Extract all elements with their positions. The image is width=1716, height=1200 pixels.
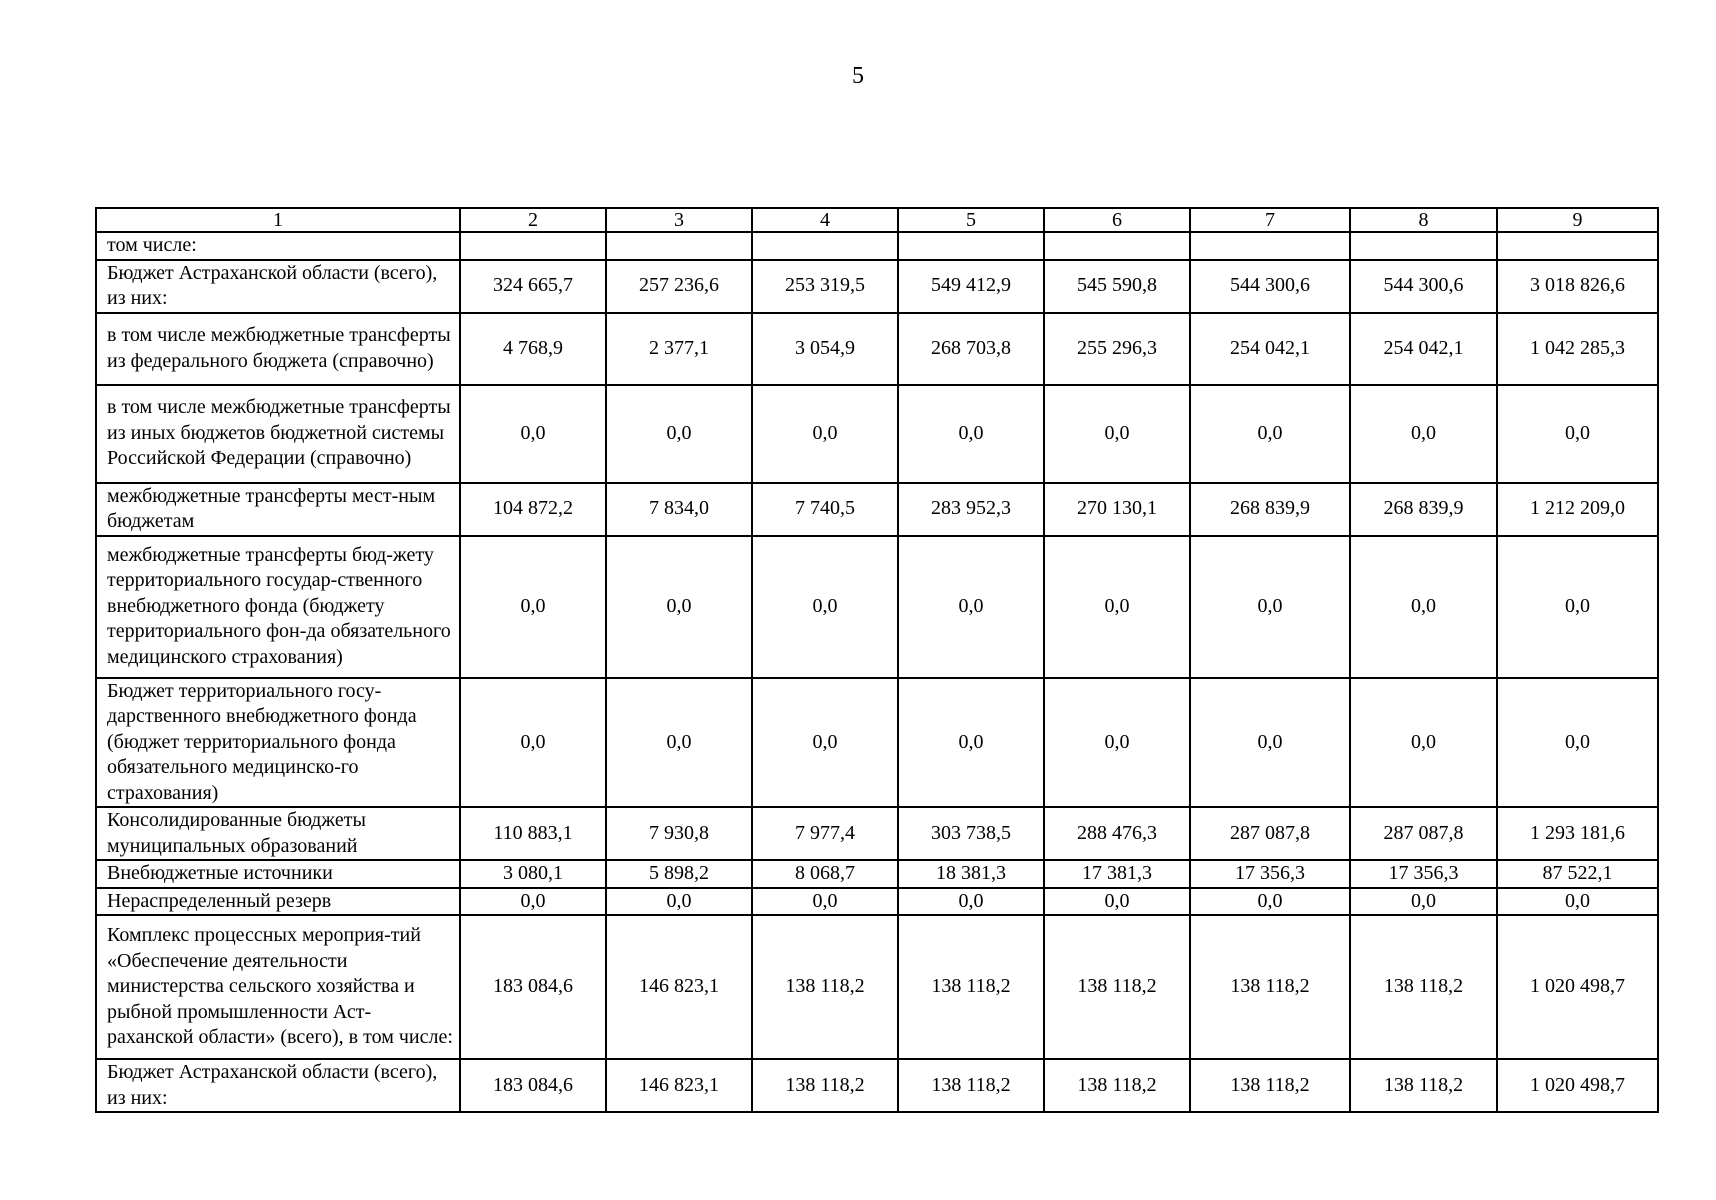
column-number-3: 3	[606, 208, 752, 232]
value-cell: 138 118,2	[752, 1059, 898, 1112]
column-number-9: 9	[1497, 208, 1658, 232]
row-label: в том числе межбюджетные трансферты из иных бюджетов бюджетной системы Российской Федерации (справочно)	[96, 385, 460, 483]
value-cell: 138 118,2	[1350, 1059, 1497, 1112]
row-label: Бюджет Астраханской области (всего), из них:	[96, 1059, 460, 1112]
value-cell: 0,0	[1350, 678, 1497, 808]
value-cell: 0,0	[898, 678, 1044, 808]
value-cell: 0,0	[606, 678, 752, 808]
value-cell: 0,0	[1190, 536, 1350, 678]
column-number-1: 1	[96, 208, 460, 232]
table-row	[96, 1059, 1658, 1112]
value-cell: 0,0	[1190, 888, 1350, 916]
column-number-4: 4	[752, 208, 898, 232]
value-cell: 3 054,9	[752, 313, 898, 385]
value-cell: 268 839,9	[1350, 483, 1497, 536]
table-header-row	[96, 208, 1658, 232]
table-row	[96, 385, 1658, 483]
table-row	[96, 313, 1658, 385]
value-cell: 0,0	[460, 385, 606, 483]
value-cell: 0,0	[1350, 888, 1497, 916]
value-cell: 0,0	[1350, 536, 1497, 678]
value-cell: 87 522,1	[1497, 860, 1658, 888]
table-row	[96, 260, 1658, 313]
value-cell	[606, 232, 752, 260]
value-cell: 1 042 285,3	[1497, 313, 1658, 385]
value-cell	[752, 232, 898, 260]
row-label: в том числе межбюджетные трансферты из федерального бюджета (справочно)	[96, 313, 460, 385]
value-cell: 0,0	[898, 888, 1044, 916]
value-cell: 138 118,2	[752, 915, 898, 1059]
value-cell: 0,0	[460, 536, 606, 678]
value-cell	[1190, 232, 1350, 260]
value-cell: 17 356,3	[1350, 860, 1497, 888]
row-label: Консолидированные бюджеты муниципальных образований	[96, 807, 460, 860]
row-label: Комплекс процессных мероприя-тий «Обеспечение деятельности министерства сельского хозяйства и рыбной промышленности Аст-раханской области» (всего), в том числе:	[96, 915, 460, 1059]
value-cell: 4 768,9	[460, 313, 606, 385]
value-cell: 1 212 209,0	[1497, 483, 1658, 536]
value-cell: 138 118,2	[1044, 915, 1190, 1059]
row-label: Внебюджетные источники	[96, 860, 460, 888]
value-cell: 8 068,7	[752, 860, 898, 888]
value-cell: 268 703,8	[898, 313, 1044, 385]
value-cell: 0,0	[752, 678, 898, 808]
value-cell: 254 042,1	[1190, 313, 1350, 385]
value-cell: 138 118,2	[898, 915, 1044, 1059]
value-cell: 545 590,8	[1044, 260, 1190, 313]
value-cell: 3 018 826,6	[1497, 260, 1658, 313]
table-row	[96, 860, 1658, 888]
value-cell: 0,0	[1350, 385, 1497, 483]
value-cell: 183 084,6	[460, 915, 606, 1059]
value-cell: 1 293 181,6	[1497, 807, 1658, 860]
budget-table	[95, 207, 1659, 1113]
value-cell: 270 130,1	[1044, 483, 1190, 536]
column-number-8: 8	[1350, 208, 1497, 232]
value-cell: 0,0	[1044, 536, 1190, 678]
row-label: Бюджет территориального госу-дарственного внебюджетного фонда (бюджет территориального фонда обязательного медицинско-го страхования)	[96, 678, 460, 808]
value-cell: 3 080,1	[460, 860, 606, 888]
value-cell: 257 236,6	[606, 260, 752, 313]
value-cell: 2 377,1	[606, 313, 752, 385]
value-cell: 183 084,6	[460, 1059, 606, 1112]
table-row	[96, 807, 1658, 860]
value-cell: 0,0	[460, 888, 606, 916]
value-cell: 0,0	[1044, 385, 1190, 483]
value-cell: 138 118,2	[1190, 1059, 1350, 1112]
value-cell: 287 087,8	[1190, 807, 1350, 860]
value-cell: 268 839,9	[1190, 483, 1350, 536]
value-cell: 303 738,5	[898, 807, 1044, 860]
value-cell: 0,0	[606, 385, 752, 483]
value-cell: 324 665,7	[460, 260, 606, 313]
page-number: 5	[852, 63, 864, 89]
value-cell: 544 300,6	[1190, 260, 1350, 313]
value-cell: 138 118,2	[1350, 915, 1497, 1059]
value-cell: 7 740,5	[752, 483, 898, 536]
value-cell: 0,0	[1497, 678, 1658, 808]
value-cell: 0,0	[460, 678, 606, 808]
value-cell: 0,0	[1497, 888, 1658, 916]
value-cell: 1 020 498,7	[1497, 1059, 1658, 1112]
value-cell: 0,0	[1044, 888, 1190, 916]
value-cell: 0,0	[1190, 385, 1350, 483]
value-cell: 138 118,2	[898, 1059, 1044, 1112]
value-cell: 0,0	[606, 888, 752, 916]
value-cell: 17 356,3	[1190, 860, 1350, 888]
value-cell: 146 823,1	[606, 1059, 752, 1112]
value-cell: 0,0	[1044, 678, 1190, 808]
value-cell: 0,0	[1190, 678, 1350, 808]
value-cell	[1044, 232, 1190, 260]
value-cell: 7 834,0	[606, 483, 752, 536]
row-label: межбюджетные трансферты мест-ным бюджетам	[96, 483, 460, 536]
value-cell: 0,0	[752, 385, 898, 483]
value-cell	[460, 232, 606, 260]
table-row	[96, 888, 1658, 916]
value-cell: 288 476,3	[1044, 807, 1190, 860]
value-cell: 283 952,3	[898, 483, 1044, 536]
value-cell: 0,0	[898, 536, 1044, 678]
value-cell: 0,0	[606, 536, 752, 678]
value-cell: 0,0	[1497, 536, 1658, 678]
value-cell: 1 020 498,7	[1497, 915, 1658, 1059]
value-cell	[1497, 232, 1658, 260]
value-cell: 104 872,2	[460, 483, 606, 536]
row-label: межбюджетные трансферты бюд-жету территориального государ-ственного внебюджетного фонда (бюджету территориального фон-да обязательного медицинского страхования)	[96, 536, 460, 678]
value-cell: 253 319,5	[752, 260, 898, 313]
value-cell	[898, 232, 1044, 260]
table-row	[96, 483, 1658, 536]
value-cell: 7 930,8	[606, 807, 752, 860]
value-cell	[1350, 232, 1497, 260]
column-number-6: 6	[1044, 208, 1190, 232]
value-cell: 255 296,3	[1044, 313, 1190, 385]
value-cell: 138 118,2	[1044, 1059, 1190, 1112]
value-cell: 254 042,1	[1350, 313, 1497, 385]
value-cell: 287 087,8	[1350, 807, 1497, 860]
table-row	[96, 678, 1658, 808]
value-cell: 0,0	[1497, 385, 1658, 483]
value-cell: 0,0	[898, 385, 1044, 483]
column-number-7: 7	[1190, 208, 1350, 232]
value-cell: 544 300,6	[1350, 260, 1497, 313]
value-cell: 0,0	[752, 888, 898, 916]
table-row	[96, 536, 1658, 678]
value-cell: 7 977,4	[752, 807, 898, 860]
value-cell: 110 883,1	[460, 807, 606, 860]
row-label: Нераспределенный резерв	[96, 888, 460, 916]
value-cell: 138 118,2	[1190, 915, 1350, 1059]
value-cell: 0,0	[752, 536, 898, 678]
row-label: Бюджет Астраханской области (всего), из них:	[96, 260, 460, 313]
row-label: том числе:	[96, 232, 460, 260]
table-row	[96, 915, 1658, 1059]
column-number-2: 2	[460, 208, 606, 232]
table-row	[96, 232, 1658, 260]
column-number-5: 5	[898, 208, 1044, 232]
value-cell: 18 381,3	[898, 860, 1044, 888]
value-cell: 17 381,3	[1044, 860, 1190, 888]
value-cell: 5 898,2	[606, 860, 752, 888]
value-cell: 146 823,1	[606, 915, 752, 1059]
value-cell: 549 412,9	[898, 260, 1044, 313]
